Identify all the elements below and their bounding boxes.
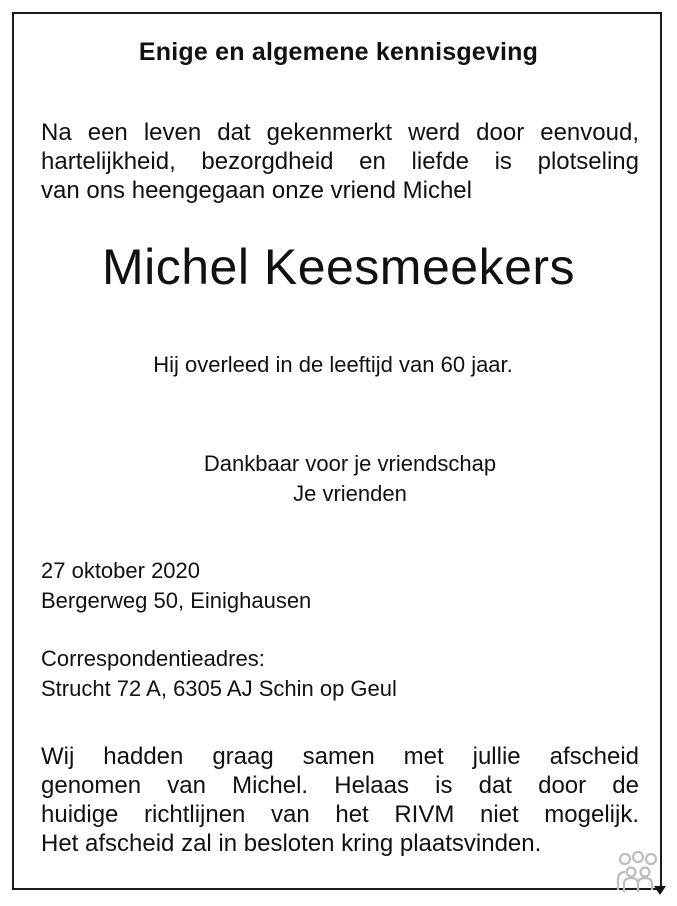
home-address: Bergerweg 50, Einighausen [41, 588, 312, 613]
people-group-logo-icon[interactable] [614, 850, 666, 898]
arrow-down-icon [654, 886, 666, 895]
intro-line: van ons heengegaan onze vriend Michel [41, 177, 472, 204]
closing-line: Wij hadden graag samen met jullie afscheid [41, 743, 639, 770]
date-address-block [41, 556, 311, 616]
correspondence-address: Strucht 72 A, 6305 AJ Schin op Geul [41, 676, 397, 701]
closing-line: genomen van Michel. Helaas is dat door de [41, 772, 639, 799]
signature-line: Je vrienden [293, 481, 407, 506]
thanks-line: Dankbaar voor je vriendschap [203, 451, 497, 476]
notice-heading: Enige en algemene kennisgeving [138, 38, 539, 66]
closing-text [41, 742, 639, 858]
thanks-block [130, 449, 570, 509]
correspondence-block [41, 644, 397, 704]
deceased-name: Michel Keesmeekers [101, 239, 576, 295]
correspondence-label: Correspondentieadres: [41, 646, 265, 671]
intro-line: hartelijkheid, bezorgdheid en liefde is plotseling [41, 148, 639, 175]
intro-line: Na een leven dat gekenmerkt werd door eenvoud, [41, 119, 639, 146]
closing-line: Het afscheid zal in besloten kring plaatsvinden. [41, 830, 542, 857]
age-line: Hij overleed in de leeftijd van 60 jaar. [153, 352, 513, 377]
closing-line: huidige richtlijnen van het RIVM niet mogelijk. [41, 801, 639, 828]
intro-text [41, 118, 639, 205]
date-text: 27 oktober 2020 [41, 558, 201, 583]
